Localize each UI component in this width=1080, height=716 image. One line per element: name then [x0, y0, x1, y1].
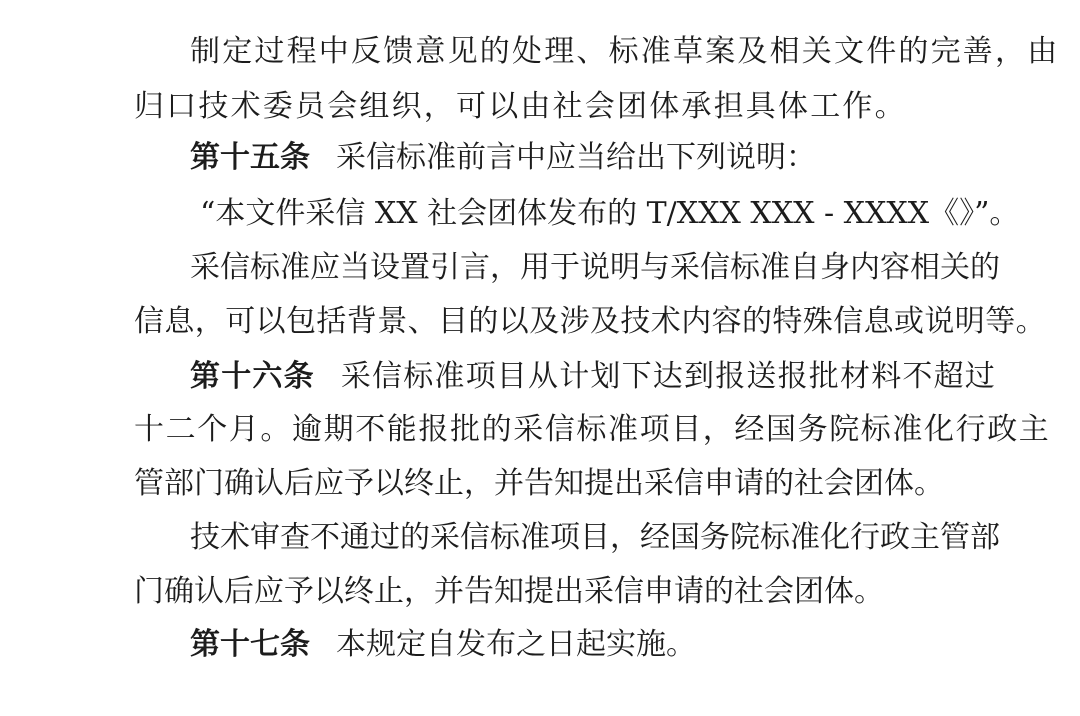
paragraph-line-8: [134, 412, 1050, 448]
line-text: 门确认后应予以终止，并告知提出采信申请的社会团体。: [134, 574, 884, 609]
line-text: 十二个月。逾期不能报批的采信标准项目，经国务院标准化行政主: [134, 412, 1051, 447]
article-17-line: [190, 627, 696, 663]
paragraph-line-11: [134, 574, 884, 610]
article-16-line: [190, 359, 996, 395]
article-15-line: [190, 140, 816, 176]
line-text: 采信标准应当设置引言，用于说明与采信标准自身内容相关的: [190, 250, 1000, 285]
line-text: 本规定自发布之日起实施。: [336, 627, 696, 662]
line-text: 归口技术委员会组织，可以由社会团体承担具体工作。: [134, 89, 907, 124]
paragraph-line-9: [134, 466, 944, 502]
paragraph-line-6: [134, 304, 1046, 340]
line-text: 采信标准项目从计划下达到报送报批材料不超过: [340, 359, 997, 394]
line-text: 信息，可以包括背景、目的以及涉及技术内容的特殊信息或说明等。: [134, 304, 1046, 339]
article-17-heading: 第十七条: [190, 627, 310, 662]
article-16-heading: 第十六条: [190, 359, 315, 394]
paragraph-line-1: [190, 34, 1059, 70]
paragraph-line-10: [190, 520, 1000, 556]
line-text: 技术审查不通过的采信标准项目，经国务院标准化行政主管部: [190, 520, 1000, 555]
line-text: 采信标准前言中应当给出下列说明：: [336, 140, 816, 175]
paragraph-line-2: [134, 89, 907, 125]
line-text: 制定过程中反馈意见的处理、标准草案及相关文件的完善，由: [190, 34, 1060, 69]
quoted-statement-line: [200, 196, 1019, 232]
article-15-heading: 第十五条: [190, 140, 310, 175]
line-text: “本文件采信 XX 社会团体发布的 T/XXX XXX - XXXX《》”。: [200, 196, 1020, 231]
line-text: 管部门确认后应予以终止，并告知提出采信申请的社会团体。: [134, 466, 944, 501]
paragraph-line-5: [190, 250, 1000, 286]
